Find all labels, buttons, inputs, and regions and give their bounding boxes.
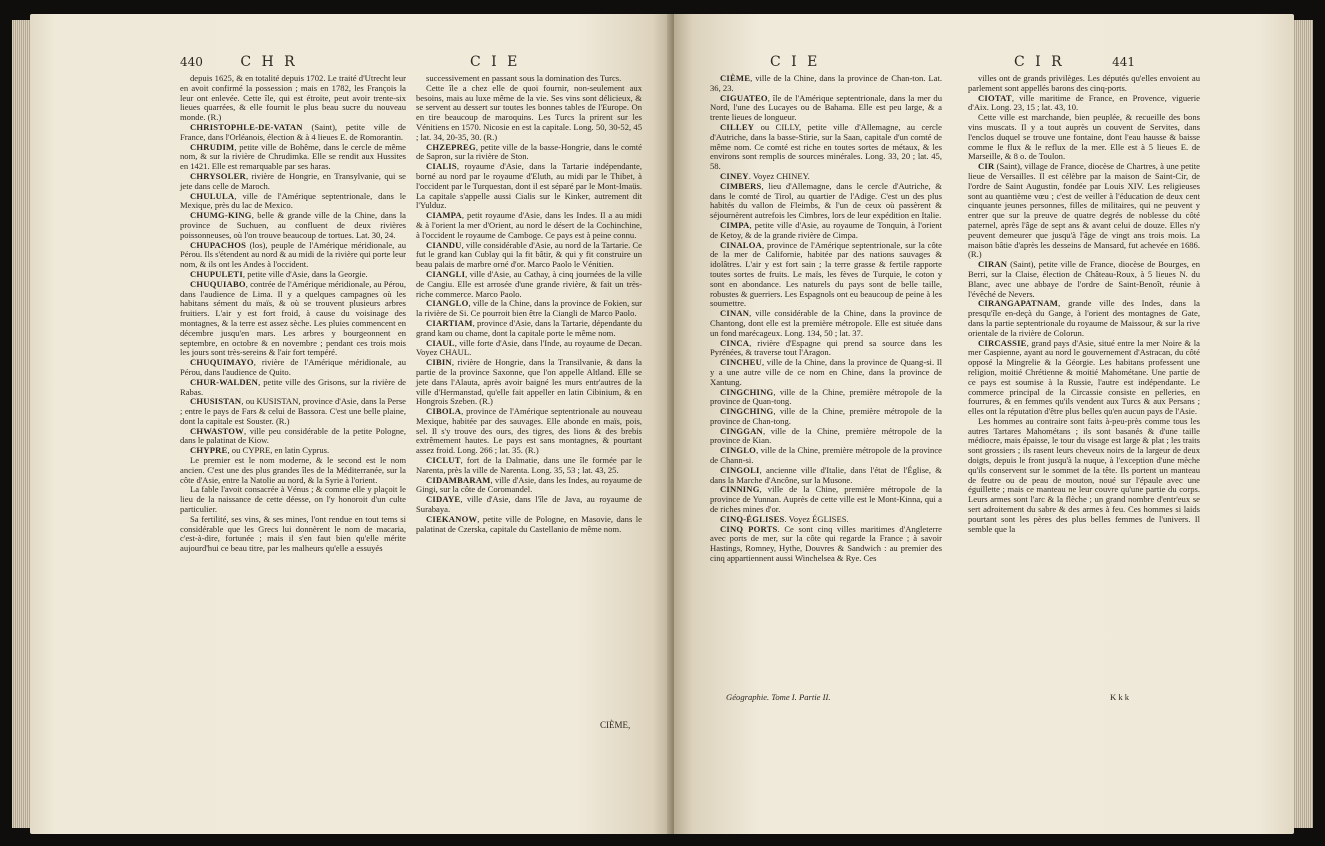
dictionary-entry — [710, 388, 942, 408]
entry-text: , île de l'Amérique septentrionale, dans la mer du Nord, l'une des Lucayes ou de Bahama. Elle est peu large, & a trente lieues de longueur. — [710, 92, 942, 123]
left-running-head: C H R — [240, 54, 298, 70]
entry-headword: CHWASTOW — [190, 425, 244, 436]
dictionary-entry — [180, 515, 406, 554]
entry-headword: CIDAYE — [426, 494, 461, 505]
entry-text: Cette ville est marchande, bien peuplée, & recueille des bons vins muscats. Il y a tout auprès un couvent de Servites, dans l'enclos duquel se trouve une fontaine, dont l'eau hausse & baisse comme le flux & le reflux de la mer. Elle est à 5 lieues E. de Marseille, & 8 o. de Toulon. — [968, 112, 1200, 162]
entry-headword: CIDAMBARAM — [426, 474, 491, 485]
dictionary-entry — [416, 319, 642, 339]
right-running-head: C I E — [770, 54, 821, 70]
dictionary-entry — [416, 162, 642, 211]
dictionary-entry — [416, 515, 642, 535]
dictionary-entry — [416, 270, 642, 299]
right-running-head-2-text: C I R — [1014, 54, 1065, 70]
entry-headword: CIEKANOW — [426, 513, 478, 524]
entry-text: (Saint), petite ville de France, diocèse de Bourges, en Berri, sur la Claise, élection de Château-Roux, à 5 lieues N. du Blanc, avec une abbaye de l'ordre de Saint-Benoît, réunie à l'évêché de Nevers. — [968, 259, 1200, 299]
entry-headword: CINGLO — [720, 445, 757, 456]
entry-text: , ville d'Asie, au Cathay, à cinq journées de la ville de Cangiu. Elle est arrosée d'une grande rivière, & fait un très-riche commerce. Marco Paolo. — [416, 268, 642, 299]
entry-text: ou CILLY, petite ville d'Allemagne, au cercle d'Autriche, dans la basse-Stirie, sur la Saan, capitale d'un comté de même nom. Ce comté est riche en toutes sortes de métaux, & les environs sont remplis de sources minérales. Long. 33, 20 ; lat. 45, 58. — [710, 121, 942, 172]
entry-text: , rivière d'Espagne qui prend sa source dans les Pyrénées, & traverse tout l'Aragon. — [710, 337, 942, 358]
dictionary-entry — [180, 241, 406, 270]
dictionary-entry — [180, 192, 406, 212]
dictionary-entry — [180, 378, 406, 398]
dictionary-entry — [968, 299, 1200, 338]
entry-headword: CHUPULETI — [190, 268, 243, 279]
entry-text: , ville maritime de France, en Provence, viguerie d'Aix. Long. 23, 15 ; lat. 43, 10. — [968, 92, 1200, 113]
dictionary-entry — [180, 143, 406, 172]
entry-text: depuis 1625, & en totalité depuis 1702. Le traité d'Utrecht leur en avoit confirmé la possession ; mais en 1782, les François la leur ont enlevée. Cette île, qui est étroite, peut avoir trente-six lieues quarrées, & elle fournit le plus beau sucre du nouveau monde. (R.) — [180, 73, 406, 123]
entry-headword: CINEY — [720, 170, 749, 181]
catchword: CIÈME, — [600, 720, 631, 730]
entry-text: , ville de la Chine, première métropole de la province de Chann-si. — [710, 445, 942, 466]
dictionary-entry — [416, 339, 642, 359]
right-page-edges — [1293, 20, 1313, 828]
entry-text: . Voyez CHINEY. — [748, 170, 810, 181]
dictionary-entry — [416, 358, 642, 407]
right-page — [674, 14, 1294, 834]
entry-text: , petite ville de la basse-Hongrie, dans le comté de Sapron, sur la rivière de Ston. — [416, 141, 642, 162]
entry-headword: CIOTAT — [978, 92, 1012, 103]
entry-headword: CHZEPREG — [426, 141, 476, 152]
left-column-2 — [416, 74, 642, 534]
entry-text: , lieu d'Allemagne, dans le cercle d'Autriche, & dans le comté de Tirol, au quartier de l'Adige. C'est un des plus habités du vallon de Fleimbs, & l'un de ceux où passèrent & séjournèrent autrefois les Cimbres, lors de leur expédition en Italie. — [710, 180, 942, 221]
left-page — [30, 14, 672, 834]
dictionary-entry — [710, 485, 942, 514]
entry-headword: CHUR-WALDEN — [190, 376, 259, 387]
entry-headword: CHYPRE — [190, 445, 228, 456]
entry-text: , petit royaume d'Asie, dans les Indes. Il a au midi & à l'orient la mer d'Orient, au nord le désert de la Cochinchine, à l'occident le royaume de Camboge. Ce pays est à peine connu. — [416, 210, 642, 240]
entry-text: , grande ville des Indes, dans la presqu'île en-deçà du Gange, à l'orient des montagnes de Gate, dans la partie septentrionale du royaume de Maissour, & sur la rive orientale de la rivière de Colorun. — [968, 298, 1200, 338]
dictionary-entry — [968, 113, 1200, 162]
entry-text: , province de l'Amérique septentrionale au nouveau Mexique, habitée par des sauvages. Elle abonde en maïs, pois, sel. Il s'y trouve des ours, des tigres, des lions & des brebis extrêmement hautes. Le pays est sans montagnes, & pourtant assez froid. Long. 266 ; lat. 35. (R.) — [416, 406, 642, 456]
left-column-1 — [180, 74, 406, 554]
dictionary-entry — [416, 456, 642, 476]
dictionary-entry — [180, 456, 406, 485]
entry-text: (los), peuple de l'Amérique méridionale, au Pérou. Ils s'étendent au nord & au midi de la rivière qui porte leur nom, & ils ont les Andes à l'occident. — [180, 239, 406, 270]
dictionary-entry — [180, 427, 406, 447]
dictionary-entry — [710, 358, 942, 387]
footer-title: Géographie. Tome I. Partie II. — [726, 692, 831, 702]
dictionary-entry — [710, 309, 942, 338]
dictionary-entry — [416, 211, 642, 240]
entry-headword: CHUSISTAN — [190, 396, 242, 407]
entry-text: , ville considérable de la Chine, dans la province de Chantong, dont elle est la première métropole. Elle est située dans un fond marécageux. Long. 134, 50 ; lat. 37. — [710, 308, 942, 338]
left-running-head-2: C I E — [470, 54, 521, 70]
entry-text: , ville de la Chine, première métropole de la province de Chan-tong. — [710, 406, 942, 426]
entry-text: , ville d'Asie, dans l'île de Java, au royaume de Surabaya. — [416, 494, 642, 515]
entry-text: , ville de la Chine, première métropole de la province de Quan-tong. — [710, 386, 942, 407]
dictionary-entry — [416, 84, 642, 143]
entry-text: , contrée de l'Amérique méridionale, au Pérou, dans l'audience de Lima. Il y a quelques campagnes où les habitans sément du maïs, & où se trouvent plusieurs arbres fruitiers. L'air y est fort froid, à cause du voisinage des montagnes, & la terre est assez sèche. Les pluies commencent en décembre jusqu'en mars. Les arbres y bourgeonnent en septembre, en octobre & en novembre ; pendant ces trois mois les jours sont très-sereins & l'air fort tempéré. — [180, 278, 407, 358]
entry-text: , fort de la Dalmatie, dans une île formée par le Narenta, près la ville de Narenta. Long. 35, 53 ; lat. 43, 25. — [416, 455, 642, 475]
entry-headword: CIRANGAPATNAM — [978, 298, 1059, 309]
dictionary-entry — [710, 427, 942, 447]
entry-text: , ville de la Chine, première métropole de la province de Kian. — [710, 425, 942, 446]
entry-headword: CIMPA — [720, 219, 750, 230]
entry-headword: CINGGAN — [720, 425, 763, 436]
entry-headword: CIR — [978, 161, 995, 172]
entry-text: , ville de la Chine, dans la province de Fokien, sur la rivière de Si. Ce pourroit bien être la Ciangli de Marco Paolo. — [416, 298, 642, 319]
entry-text: Sa fertilité, ses vins, & ses mines, l'ont rendue en tout tems si considérable que les Grecs lui donnèrent le nom de macaria, c'est-à-dire, fortunée ; mais il s'en faut bien qu'elle mérite aujourd'hui ce beau titre, par les malheurs qu'elle a essuyés — [180, 513, 406, 554]
dictionary-entry — [968, 417, 1200, 535]
entry-headword: CIRCASSIE — [978, 337, 1027, 348]
dictionary-entry — [710, 241, 942, 310]
entry-text: villes ont de grands privilèges. Les députés qu'elles envoient au parlement sont appellés barons des cinq-ports. — [968, 73, 1200, 93]
entry-text: , petite ville de Bohême, dans le cercle de même nom, & sur la rivière de Chrudimka. Elle se rendit aux Hussites en 1421. Elle est remarquable par ses haras. — [180, 141, 406, 172]
entry-text: , petite ville d'Asie, au royaume de Tonquin, à l'orient de Ketoy, & de la grande rivière de Cimpa. — [710, 219, 942, 240]
dictionary-entry — [710, 182, 942, 221]
entry-text: Le premier est le nom moderne, & le second est le nom ancien. C'est une des plus grandes îles de la Méditerranée, sur la côte d'Asie, entre la Natolie au nord, & la Syrie à l'orient. — [180, 455, 406, 485]
entry-headword: CIALIS — [426, 161, 457, 172]
signature-mark: K k k — [1110, 692, 1130, 702]
entry-text: , rivière de Hongrie, en Transylvanie, qui se jete dans celle de Maroch. — [180, 170, 406, 191]
dictionary-entry — [180, 211, 406, 240]
entry-text: Les hommes au contraire sont faits à-peu-près comme tous les autres Tartares Mahométans ; ils sont basanés & d'une taille médiocre, mais épaisse, le tour du visage est large & plat ; les traits sont grossiers ; ils rasent leurs cheveux noirs de la largeur de deux doigts, depuis le front jusqu'à la nuque, à l'exception d'une mèche qu'ils conservent sur le sommet de la tête. Ils portent un manteau de feutre ou de peau de mouton, noué sur l'épaule avec une éguillette ; mais ce manteau ne leur couvre qu'une partie du corps. Leurs armes sont l'arc & la flèche ; un grand nombre d'entr'eux se sert adroitement du sabre & des armes à feu. Ces hommes si laids pourtant sont les pères des plus belles femmes de l'univers. Il semble que la — [968, 415, 1200, 534]
entry-text: (Saint), petite ville de France, dans l'Orléanois, élection & à 4 lieues E. de Romorantin. — [180, 121, 406, 142]
entry-text: (Saint), village de France, diocèse de Chartres, à une petite lieue de Versailles. Il est célèbre par la maison de Saint-Cir, de l'ordre de Saint Augustin, fondée par Louis XIV. Les religieuses sont au quantième vœu ; c'est de veiller à l'éducation de deux cent cinquante jeunes personnes, filles de militaires, qui ne peuvent y entrer que sur la preuve de quatre degrés de noblesse du côté paternel, après l'âge de sept ans & avant celui de douze. Elles n'y peuvent demeurer que jusqu'à l'âge de vingt ans trois mois. La maison bâtie d'après les desseins de Mansard, fut achevée en 1686. (R.) — [968, 161, 1200, 260]
dictionary-entry — [968, 74, 1200, 94]
entry-headword: CINGCHING — [720, 386, 774, 397]
dictionary-entry — [180, 397, 406, 426]
entry-headword: CINGCHING — [720, 406, 774, 417]
entry-text: Cette île a chez elle de quoi fournir, non-seulement aux besoins, mais au luxe même de la vie. Ses vins sont délicieux, & se servent au dessert sur toutes les bonnes tables de l'Europe. On en tire beaucoup de maroquins. Les Turcs la prirent sur les Vénitiens en 1570. Nicosie en est la capitale. Long. 50, 30-52, 45 ; lat. 34, 20-35, 30. (R.) — [416, 82, 642, 142]
entry-headword: CINCA — [720, 337, 750, 348]
dictionary-entry — [180, 74, 406, 123]
entry-headword: CINGOLI — [720, 464, 760, 475]
entry-text: , ville de la Chine, première métropole de la province de Yunnan. Auprès de cette ville est le Mont-Kinna, qui a de riches mines d'or. — [710, 484, 942, 515]
entry-headword: CIRAN — [978, 259, 1008, 270]
entry-headword: CIÈME — [720, 73, 751, 83]
entry-headword: CIMBERS — [720, 180, 762, 191]
entry-text: , belle & grande ville de la Chine, dans la province de Suchuen, au confluent de deux rivières poissonneuses, où l'on trouve beaucoup de tortues. Lat. 30, 24. — [180, 210, 406, 240]
entry-headword: CIARTIAM — [426, 317, 473, 328]
right-column-2 — [968, 74, 1200, 534]
entry-text: , ancienne ville d'Italie, dans l'état de l'Église, & dans la Marche d'Ancône, sur la Musone. — [710, 464, 942, 485]
entry-text: , ville d'Asie, dans les Indes, au royaume de Gingi, sur la côte de Coromandel. — [416, 474, 642, 495]
entry-text: , ville de la Chine, dans la province de Chan-ton. Lat. 36, 23. — [710, 73, 942, 93]
entry-headword: CIBOLA — [426, 406, 462, 417]
right-running-head-2 — [1014, 54, 1135, 74]
open-book — [12, 14, 1313, 834]
entry-text: , province d'Asie, dans la Tartarie, dépendante du grand kam ou chame, dont la capitale porte le même nom. — [416, 317, 642, 338]
entry-headword: CINCHEU — [720, 357, 762, 368]
entry-headword: CHUMG-KING — [190, 210, 252, 221]
dictionary-entry — [968, 339, 1200, 417]
entry-headword: CINNING — [720, 484, 760, 495]
entry-text: , ville considérable d'Asie, au nord de la Tartarie. Ce fut le grand kan Cublay qui la fit bâtir, & qui y fit construire un beau palais de marbre orné d'or. Marco Paolo le Vénitien. — [416, 239, 642, 270]
dictionary-entry — [180, 485, 406, 514]
dictionary-entry — [968, 94, 1200, 114]
right-page-number: 441 — [1112, 55, 1136, 69]
entry-headword: CHUQUIMAYO — [190, 357, 254, 368]
entry-text: , rivière de Hongrie, dans la Transilvanie, & dans la partie de la province Saxonne, que l'on appelle Altland. Elle se jete dans l'Alauta, après avoir baigné les murs entr'autres de la ville d'Hermanstad, qu'elle fait appeller en latin Cibinium, & en Hongrois Szeben. (R.) — [416, 357, 642, 407]
dictionary-entry — [416, 299, 642, 319]
dictionary-entry — [180, 123, 406, 143]
entry-headword: CICLUT — [426, 455, 461, 466]
entry-text: , petite ville de Pologne, en Masovie, dans le palatinat de Czerska, capitale du Castellanio de même nom. — [416, 513, 642, 534]
left-page-number: 440 — [180, 55, 203, 69]
dictionary-entry — [710, 466, 942, 486]
entry-headword: CHRYSOLER — [190, 170, 246, 181]
dictionary-entry — [416, 476, 642, 496]
entry-text: . Ce sont cinq villes maritimes d'Angleterre avec ports de mer, sur la côte qui regarde la France ; à savoir Hastings, Romney, Hythe, Douvres & Sandwich : au premier des cinq appartiennent aussi Winchelsea & Rye. Ces — [710, 523, 942, 564]
entry-headword: CIANGLO — [426, 298, 469, 309]
dictionary-entry — [180, 172, 406, 192]
dictionary-entry — [710, 525, 942, 564]
entry-text: , petite ville des Grisons, sur la rivière de Rabas. — [180, 376, 406, 397]
entry-text: , province de l'Amérique septentrionale, sur la côte de la mer de Californie, habitée par des nations sauvages & idolâtres. L'air y est fort sain ; la terre grasse & fertile rapporte toutes sortes de fruits. Le maïs, les fèves de Turquie, le coton y sont en abondance. Les naturels du pays sont de belle taille, robustes & guerriers. Les Espagnols ont eu beaucoup de peine à les soumettre. — [710, 239, 942, 309]
dictionary-entry — [710, 94, 942, 123]
entry-headword: CINAN — [720, 308, 750, 319]
dictionary-entry — [710, 339, 942, 359]
left-page-number-header — [180, 54, 298, 74]
entry-headword: CIANDU — [426, 239, 462, 250]
entry-headword: CIAUL — [426, 337, 455, 348]
entry-text: successivement en passant sous la domination des Turcs. — [426, 73, 622, 83]
entry-headword: CHUPACHOS — [190, 239, 247, 250]
entry-text: , royaume d'Asie, dans la Tartarie indépendante, borné au nord par le royaume d'Eluth, au midi par le Thibet, à l'occident par le Turquestan, dont il est séparé par le Mont-Imaüs. La capitale s'appelle aussi Cialis sur le Kinker, autrement dit l'Yulduz. — [416, 161, 642, 211]
entry-text: , ville de l'Amérique septentrionale, dans le Mexique, près du lac de Mexico. — [180, 190, 406, 211]
dictionary-entry — [710, 74, 942, 94]
entry-headword: CHULULA — [190, 190, 235, 201]
dictionary-entry — [180, 280, 406, 358]
entry-headword: CIBIN — [426, 357, 452, 368]
entry-text: La fable l'avoit consacrée à Vénus ; & comme elle y plaçoit le lieu de la naissance de cette déesse, on l'y honoroit d'un culte particulier. — [180, 484, 406, 515]
dictionary-entry — [710, 221, 942, 241]
dictionary-entry — [416, 241, 642, 270]
entry-headword: CHRISTOPHLE-DE-VATAN — [190, 121, 303, 132]
entry-text: . Voyez ÉGLISES. — [784, 513, 849, 524]
dictionary-entry — [968, 162, 1200, 260]
dictionary-entry — [710, 123, 942, 172]
entry-text: , ville peu considérable de la petite Pologne, dans le palatinat de Kiow. — [180, 425, 406, 446]
entry-text: , ou CYPRE, en latin Cyprus. — [227, 445, 330, 456]
entry-headword: CINQ PORTS — [720, 523, 778, 534]
dictionary-entry — [710, 407, 942, 427]
entry-headword: CILLEY — [720, 121, 755, 132]
dictionary-entry — [416, 143, 642, 163]
entry-text: , ville forte d'Asie, dans l'Inde, au royaume de Decan. Voyez CHAUL. — [416, 337, 642, 358]
entry-headword: CIGUATEO — [720, 92, 768, 103]
entry-text: , grand pays d'Asie, situé entre la mer Noire & la mer Caspienne, ayant au nord le gouvernement d'Astracan, du côté opposé la Mingrelie & la Géorgie. Les habitans professent une religion, moitié Chrétienne & moitié Mahométane. Une partie de ce pays est soumise à la Russie, l'autre est indépendante. Le commerce principal de la Circassie consiste en pelleries, en fourrures, & en femmes qu'ils vendent aux Turcs & aux Persans ; elles ont la réputation d'être plus belles qu'en aucun pays de l'Asie. — [968, 337, 1200, 417]
entry-headword: CHUQUIABO — [190, 278, 246, 289]
left-page-edges — [12, 20, 32, 828]
dictionary-entry — [180, 358, 406, 378]
entry-text: , ville de la Chine, dans la province de Quang-si. Il y a une autre ville de ce nom en Chine, dans la province de Xantung. — [710, 357, 942, 387]
entry-headword: CINQ-ÉGLISES — [720, 513, 785, 524]
dictionary-entry — [710, 446, 942, 466]
dictionary-entry — [416, 495, 642, 515]
entry-headword: CIANGLI — [426, 268, 466, 279]
entry-text: , petite ville d'Asie, dans la Georgie. — [242, 268, 368, 279]
entry-headword: CHRUDIM — [190, 141, 235, 152]
entry-text: , rivière de l'Amérique méridionale, au Pérou, dans l'audience de Quito. — [180, 357, 406, 377]
entry-headword: CINALOA — [720, 239, 762, 250]
entry-headword: CIAMPA — [426, 210, 462, 221]
dictionary-entry — [968, 260, 1200, 299]
right-column-1 — [710, 74, 942, 564]
dictionary-entry — [416, 407, 642, 456]
entry-text: , ou KUSISTAN, province d'Asie, dans la Perse ; entre le pays de Fars & celui de Bassora. C'est une belle plaine, dont la capitale est Souster. (R.) — [180, 396, 406, 426]
